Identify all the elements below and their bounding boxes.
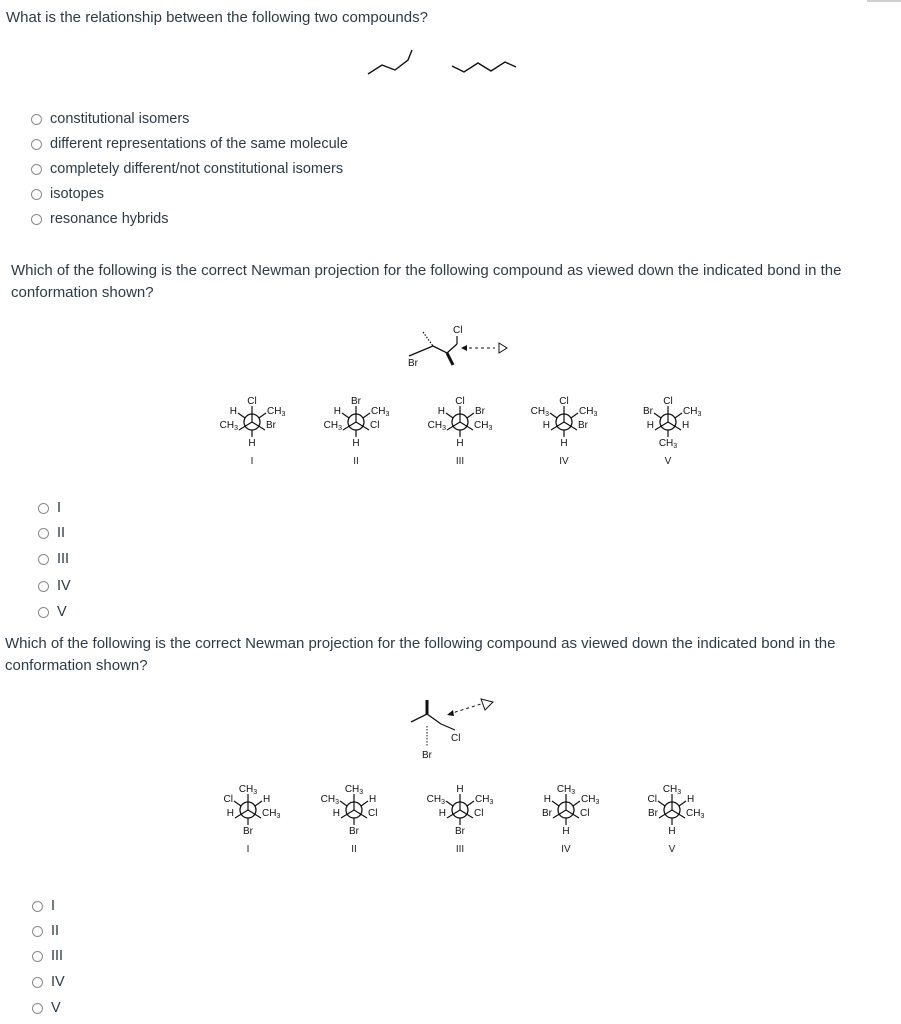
q2-newman-4-front-left: H — [542, 420, 550, 431]
q2-newman-2-front-bond-left — [343, 422, 356, 430]
radio-icon[interactable] — [38, 607, 49, 618]
q3-newman-2 — [321, 784, 378, 855]
q3-newman-3-front-bond-left — [447, 810, 460, 818]
q2-option-5[interactable] — [38, 602, 67, 622]
q2-newman-5-roman-label: V — [664, 456, 672, 467]
q1-option-1[interactable] — [31, 109, 189, 129]
q3-newman-1-front-bond-left — [235, 810, 248, 818]
q2-newman-5-front-top: Cl — [663, 396, 673, 407]
q3-newman-5-back-bond-right — [679, 801, 686, 806]
q1-option-2[interactable] — [31, 134, 348, 154]
q3-newman-2-back-bond-left — [340, 801, 347, 806]
q3-newman-4-back-bond-left — [552, 801, 559, 806]
question-3-text: Which of the following is the correct Newman projection for the following compound as viewed down the indicated bond in the conformation shown? — [5, 635, 836, 674]
q3-newman-2-front-bottom-right: Cl — [368, 808, 378, 819]
q3-newman-1-front-left: H — [226, 808, 234, 819]
q2-newman-5-front-left: H — [646, 420, 654, 431]
top-scroll-indicator — [867, 0, 901, 2]
q2-newman-1-back-bottom: H — [248, 438, 256, 449]
q2-newman-1-front-left: $CH_3$ — [219, 420, 238, 432]
q3-option-1-label: I — [51, 898, 56, 914]
q3-newman-2-back-bottom: Br — [349, 826, 359, 837]
q3-newman-4-front-left: Br — [542, 808, 552, 819]
q2-newman-1-front-top: Cl — [247, 396, 257, 407]
q2-newman-4 — [531, 396, 598, 467]
q2-newman-4-back-bottom: H — [560, 438, 568, 449]
q2-newman-5-front-bond-right — [668, 422, 681, 430]
q1-option-3[interactable] — [31, 159, 343, 179]
q3-newman-1-back-right: H — [263, 794, 271, 805]
q3-newman-5-front-left: Br — [648, 808, 658, 819]
q3-newman-4 — [542, 784, 599, 855]
q3-newman-4-front-bottom-right: Cl — [580, 808, 590, 819]
q3-newman-5-front-bottom-right: $CH_3$ — [686, 808, 705, 820]
q2-newman-5-back-bottom: $CH_3$ — [658, 438, 678, 450]
q2-newman-1-front-bond-left — [239, 422, 252, 430]
q3-newman-3-back-bottom: Br — [455, 826, 465, 837]
q2-newman-2-front-bottom-right: Cl — [370, 420, 380, 431]
q3-newman-3-back-bond-right — [467, 801, 474, 806]
q2-newman-3-back-bond-left — [446, 413, 453, 418]
q3-newman-4-back-left: H — [543, 794, 551, 805]
q3-newman-3-back-bond-left — [446, 801, 453, 806]
q3-newman-4-roman-label: IV — [561, 844, 571, 855]
q3-newman-3-back-left: $CH_3$ — [426, 794, 445, 806]
q3-newman-2-front-bond-left — [341, 810, 354, 818]
q3-newman-3 — [427, 784, 494, 855]
q3-newman-4-back-bottom: H — [562, 826, 570, 837]
q2-newman-choices — [200, 388, 720, 470]
radio-icon[interactable] — [31, 189, 42, 200]
q2-newman-3-front-bottom-right: $CH_3$ — [474, 420, 493, 432]
q3-newman-1-front-bottom-right: $CH_3$ — [262, 808, 281, 820]
q2-newman-4-back-right: $CH_3$ — [579, 406, 598, 418]
q1-option-4-label: isotopes — [50, 186, 105, 202]
q2-newman-3-front-bond-left — [447, 422, 460, 430]
q2-newman-5-back-bond-right — [675, 413, 682, 418]
q2-newman-3-back-bond-right — [467, 413, 474, 418]
q2-newman-5-back-right: $CH_3$ — [683, 406, 702, 418]
q3-newman-3-roman-label: III — [455, 844, 465, 855]
q2-newman-4-front-top: Cl — [559, 396, 569, 407]
radio-icon[interactable] — [32, 977, 43, 988]
q2-newman-3-front-left: $CH_3$ — [427, 420, 446, 432]
q3-newman-3-front-left: H — [438, 808, 446, 819]
q3-newman-4-front-bond-left — [553, 810, 566, 818]
q3-newman-choices — [195, 776, 725, 860]
q2-newman-3-back-right: Br — [475, 406, 485, 417]
q2-newman-1 — [220, 396, 286, 467]
q2-newman-3-back-bottom: H — [456, 438, 464, 449]
radio-icon[interactable] — [31, 164, 42, 175]
q2-newman-5-back-left: Br — [643, 406, 653, 417]
q3-option-3-label: III — [51, 948, 64, 964]
q3-newman-2-front-left: H — [332, 808, 340, 819]
q2-newman-3 — [428, 396, 493, 467]
q3-option-3[interactable] — [32, 946, 63, 966]
q3-newman-5-roman-label: V — [668, 844, 676, 855]
q3-newman-1-roman-label: I — [246, 844, 250, 855]
q3-newman-1-back-bond-right — [255, 801, 262, 806]
q3-newman-5-front-bond-left — [659, 810, 672, 818]
q3-newman-2-roman-label: II — [351, 844, 357, 855]
q2-newman-2-back-left: H — [333, 406, 341, 417]
q2-struct-br-label: Br — [408, 358, 418, 369]
q2-newman-2 — [324, 396, 390, 467]
q2-option-3-label: III — [57, 551, 70, 567]
q3-option-1[interactable] — [32, 896, 55, 916]
q1-skeletal-structures — [360, 48, 530, 80]
radio-icon[interactable] — [38, 554, 49, 565]
q2-newman-3-roman-label: III — [455, 456, 465, 467]
q1-option-3-label: completely different/not constitutional isomers — [50, 161, 344, 177]
q3-option-4-label: IV — [51, 974, 65, 990]
q3-newman-svg — [195, 776, 725, 860]
q3-newman-5-back-right: H — [687, 794, 695, 805]
q1-option-5[interactable] — [31, 209, 169, 229]
q3-newman-2-front-bond-right — [354, 810, 367, 818]
radio-icon[interactable] — [38, 503, 49, 514]
q2-newman-4-front-bond-left — [551, 422, 564, 430]
q3-newman-2-back-left: $CH_3$ — [320, 794, 339, 806]
q2-newman-2-front-top: Br — [351, 396, 361, 407]
q2-option-2[interactable] — [38, 523, 65, 543]
q3-option-5[interactable] — [32, 998, 61, 1018]
q2-newman-1-front-bottom-right: Br — [266, 420, 276, 431]
q3-option-2-label: II — [51, 923, 60, 939]
q3-newman-4-back-bond-right — [573, 801, 580, 806]
q2-newman-1-front-bond-right — [252, 422, 265, 430]
q2-newman-svg — [200, 388, 720, 472]
compound-a-skeleton — [368, 50, 412, 74]
radio-icon[interactable] — [31, 139, 42, 150]
q3-option-4[interactable] — [32, 972, 65, 992]
q1-option-5-label: resonance hybrids — [50, 211, 169, 227]
q3-newman-5-back-bottom: H — [668, 826, 676, 837]
q3-newman-1-front-top: $CH_3$ — [238, 784, 258, 796]
radio-icon[interactable] — [32, 951, 43, 962]
q3-newman-1-front-bond-right — [248, 810, 261, 818]
q2-newman-5-back-bond-left — [654, 413, 661, 418]
q3-struct-br-label: Br — [422, 750, 432, 761]
q3-newman-5-back-left: Cl — [647, 794, 657, 805]
q3-option-2[interactable] — [32, 921, 59, 941]
q2-newman-2-front-left: $CH_3$ — [323, 420, 342, 432]
q2-newman-1-roman-label: I — [250, 456, 254, 467]
q2-newman-1-back-bond-left — [238, 413, 245, 418]
q3-newman-4-front-bond-right — [566, 810, 579, 818]
q2-newman-5-front-bottom-right: H — [682, 420, 690, 431]
q3-newman-1-back-left: Cl — [223, 794, 233, 805]
q2-newman-5 — [643, 396, 701, 467]
q3-newman-2-back-right: H — [369, 794, 377, 805]
q2-newman-2-back-bond-left — [342, 413, 349, 418]
q3-struct-cl-label: Cl — [451, 733, 461, 744]
radio-icon[interactable] — [32, 926, 43, 937]
q2-newman-4-front-bottom-right: Br — [578, 420, 588, 431]
radio-icon[interactable] — [32, 1003, 43, 1014]
q2-newman-3-front-top: Cl — [455, 396, 465, 407]
q3-newman-2-back-bond-right — [361, 801, 368, 806]
q2-skeletal-structure — [395, 322, 525, 372]
q3-newman-3-front-bond-right — [460, 810, 473, 818]
q3-newman-3-back-right: $CH_3$ — [475, 794, 494, 806]
q2-newman-3-front-bond-right — [460, 422, 473, 430]
q2-option-2-label: II — [57, 525, 66, 541]
q2-option-1[interactable] — [38, 498, 61, 518]
q2-newman-2-front-bond-right — [356, 422, 369, 430]
radio-icon[interactable] — [38, 581, 49, 592]
q3-newman-4-back-right: $CH_3$ — [581, 794, 600, 806]
radio-icon[interactable] — [38, 528, 49, 539]
q2-newman-2-back-bond-right — [363, 413, 370, 418]
radio-icon[interactable] — [31, 214, 42, 225]
q3-newman-3-front-bottom-right: Cl — [474, 808, 484, 819]
q3-newman-1-back-bond-left — [234, 801, 241, 806]
question-1-text: What is the relationship between the following two compounds? — [6, 9, 428, 26]
q3-newman-5-back-bond-left — [658, 801, 665, 806]
q2-newman-1-back-left: H — [229, 406, 237, 417]
q2-newman-1-back-right: $CH_3$ — [267, 406, 286, 418]
q2-newman-4-back-bond-right — [571, 413, 578, 418]
radio-icon[interactable] — [31, 114, 42, 125]
q2-option-1-label: I — [57, 500, 62, 516]
q2-newman-4-front-bond-right — [564, 422, 577, 430]
q2-option-5-label: V — [57, 604, 67, 620]
q2-newman-1-back-bond-right — [259, 413, 266, 418]
q2-newman-2-roman-label: II — [353, 456, 359, 467]
q3-skeletal-structure — [405, 696, 515, 762]
q2-newman-2-back-bottom: H — [352, 438, 360, 449]
q1-option-2-label: different representations of the same molecule — [50, 136, 348, 152]
q2-newman-4-roman-label: IV — [559, 456, 569, 467]
q3-newman-4-front-top: $CH_3$ — [556, 784, 576, 796]
q1-option-4[interactable] — [31, 184, 104, 204]
q1-option-1-label: constitutional isomers — [50, 111, 190, 127]
q2-newman-2-back-right: $CH_3$ — [371, 406, 390, 418]
q3-newman-5-front-top: $CH_3$ — [662, 784, 682, 796]
q3-newman-2-front-top: $CH_3$ — [344, 784, 364, 796]
q2-newman-4-back-bond-left — [550, 413, 557, 418]
q2-option-3[interactable] — [38, 549, 69, 569]
radio-icon[interactable] — [32, 901, 43, 912]
q2-newman-4-back-left: $CH_3$ — [530, 406, 549, 418]
q3-option-5-label: V — [51, 1000, 61, 1016]
q2-option-4[interactable] — [38, 576, 71, 596]
q3-newman-3-front-top: H — [456, 784, 464, 795]
q3-newman-5-front-bond-right — [672, 810, 685, 818]
question-2-text: Which of the following is the correct Newman projection for the following compound as viewed down the indicated bond in the conformation shown? — [11, 262, 842, 301]
q3-newman-1 — [224, 784, 281, 855]
q3-newman-1-back-bottom: Br — [243, 826, 253, 837]
q2-newman-3-back-left: H — [437, 406, 445, 417]
q2-option-4-label: IV — [57, 578, 71, 594]
q3-newman-5 — [648, 784, 705, 855]
q2-newman-5-front-bond-left — [655, 422, 668, 430]
q2-struct-cl-label: Cl — [453, 325, 463, 336]
compound-b-skeleton — [452, 62, 516, 72]
